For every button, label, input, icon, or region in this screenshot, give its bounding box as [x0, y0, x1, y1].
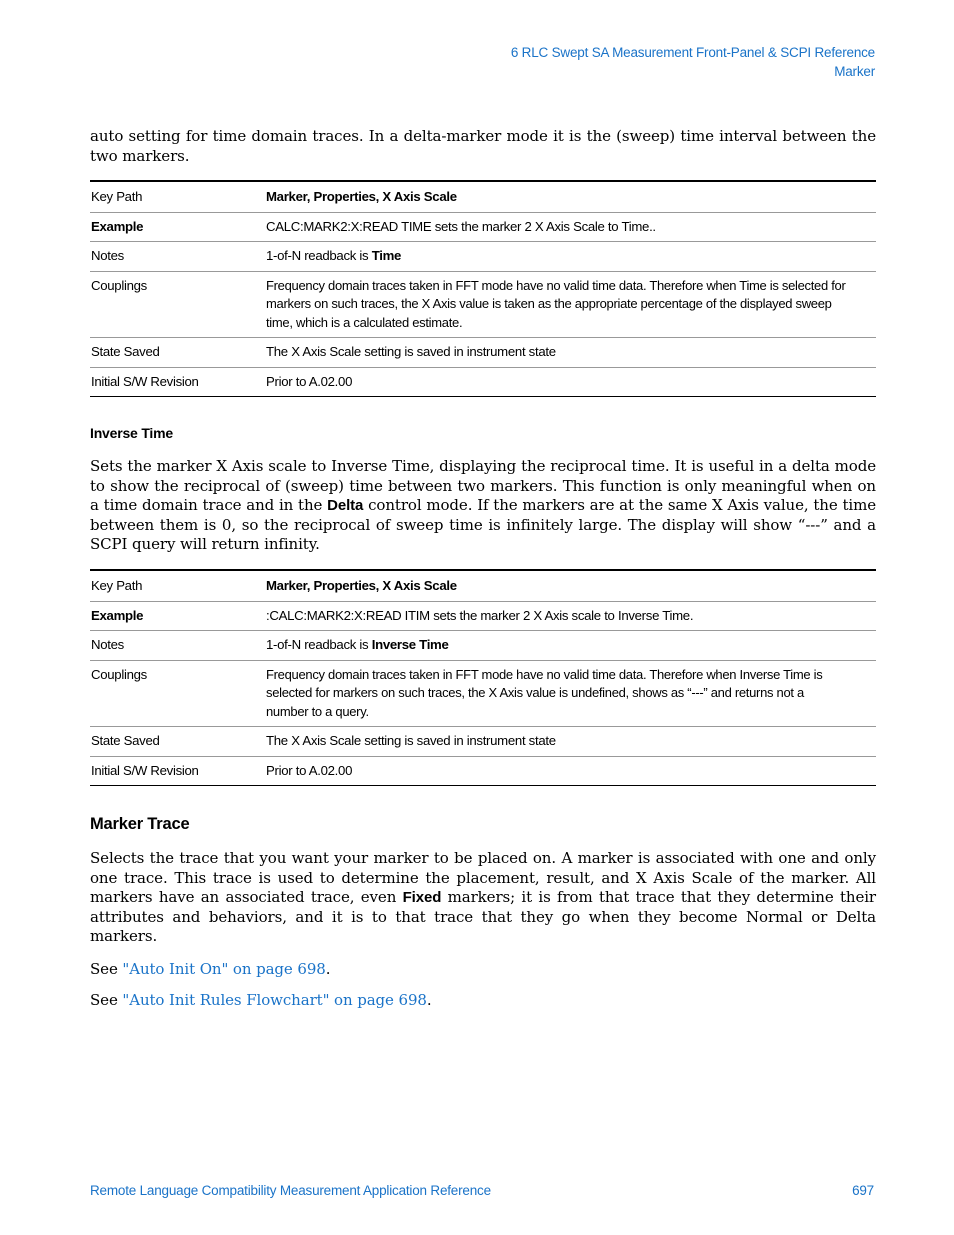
table-row	[90, 631, 876, 661]
row-value: CALC:MARK2:X:READ TIME sets the marker 2 X Axis Scale to Time..	[265, 212, 876, 242]
row-value: Prior to A.02.00	[265, 367, 876, 397]
running-header	[511, 43, 875, 81]
marker-trace-paragraph	[90, 849, 876, 947]
inverse-time-paragraph	[90, 457, 876, 555]
row-value: :CALC:MARK2:X:READ ITIM sets the marker 2 X Axis scale to Inverse Time.	[265, 601, 876, 631]
para-text: control mode. If the markers are at the same X Axis value, the time between them is 0, so the reciprocal of sweep time is infinitely large. The display will show “---” and a SCPI query will return infinity.	[90, 496, 876, 554]
notes-prefix: 1-of-N readback is	[266, 637, 372, 652]
table-row	[90, 660, 876, 727]
row-key: Key Path	[90, 570, 265, 601]
marker-trace-heading: Marker Trace	[90, 815, 190, 833]
x-axis-time-table	[90, 180, 876, 397]
table-row	[90, 367, 876, 397]
see-text: See	[90, 960, 123, 978]
table-row	[90, 271, 876, 338]
table-row	[90, 570, 876, 601]
row-key: Couplings	[90, 271, 265, 338]
row-key: Couplings	[90, 660, 265, 727]
para-text: Selects the trace that you want your marker to be placed on. A marker is associated with one and only one trace. This trace is used to determine the placement, result, and X Axis Scale of the marker. All markers have an associated trace, even	[90, 849, 876, 907]
row-value: The X Axis Scale setting is saved in instrument state	[265, 727, 876, 757]
auto-init-rules-flowchart-link[interactable]: "Auto Init Rules Flowchart" on page 698	[122, 991, 427, 1009]
running-footer	[90, 1183, 876, 1198]
row-key: Initial S/W Revision	[90, 756, 265, 786]
header-chapter: 6 RLC Swept SA Measurement Front-Panel & SCPI Reference	[510, 45, 875, 60]
table-row	[90, 181, 876, 212]
page-number: 697	[852, 1183, 874, 1198]
table-row	[90, 727, 876, 757]
row-key: Example	[90, 601, 265, 631]
notes-prefix: 1-of-N readback is	[266, 248, 372, 263]
para-text: markers; it is from that trace that they determine their attributes and behaviors, and it is to that trace that they go when they become Normal or Delta markers.	[90, 888, 877, 946]
table-row	[90, 756, 876, 786]
notes-readback: Time	[371, 248, 402, 263]
row-value: Frequency domain traces taken in FFT mode have no valid time data. Therefore when Inverse Time is selected for markers on such traces, the X Axis value is undefined, shows as “---” and returns not a number to a query.	[265, 660, 876, 727]
row-key: Notes	[90, 242, 265, 272]
intro-paragraph: auto setting for time domain traces. In a delta-marker mode it is the (sweep) time interval between the two markers.	[90, 127, 876, 165]
row-value: Prior to A.02.00	[265, 756, 876, 786]
row-key: Notes	[90, 631, 265, 661]
footer-title: Remote Language Compatibility Measurement Application Reference	[90, 1183, 491, 1198]
row-value	[265, 242, 876, 272]
row-value: The X Axis Scale setting is saved in instrument state	[265, 338, 876, 368]
para-text: Sets the marker X Axis scale to Inverse Time, displaying the reciprocal time. It is useful in a delta mode to show the reciprocal of (sweep) time between two markers. This function is only meaningful when on a time domain trace and in the	[90, 457, 876, 515]
table-row	[90, 242, 876, 272]
row-key: Initial S/W Revision	[90, 367, 265, 397]
inverse-time-heading: Inverse Time	[90, 425, 173, 441]
notes-readback: Inverse Time	[371, 637, 449, 652]
delta-term: Delta	[327, 497, 364, 515]
row-key: State Saved	[90, 338, 265, 368]
see-auto-init-on	[90, 960, 876, 980]
row-value: Marker, Properties, X Axis Scale	[265, 570, 876, 601]
auto-init-on-link[interactable]: "Auto Init On" on page 698	[122, 960, 326, 978]
table-row	[90, 338, 876, 368]
row-value: Frequency domain traces taken in FFT mode have no valid time data. Therefore when Time is selected for markers on such traces, the X Axis value is taken as the appropriate percentage of the displayed sweep time, which is a calculated estimate.	[265, 271, 876, 338]
row-key: Key Path	[90, 181, 265, 212]
x-axis-inverse-time-table	[90, 569, 876, 786]
row-key: Example	[90, 212, 265, 242]
table-row	[90, 601, 876, 631]
fixed-term: Fixed	[402, 889, 442, 907]
see-text: .	[325, 960, 331, 978]
see-text: .	[426, 991, 432, 1009]
see-text: See	[90, 991, 123, 1009]
see-auto-init-rules	[90, 991, 876, 1011]
table-row	[90, 212, 876, 242]
row-value	[265, 631, 876, 661]
row-key: State Saved	[90, 727, 265, 757]
row-value: Marker, Properties, X Axis Scale	[265, 181, 876, 212]
header-section: Marker	[834, 64, 875, 79]
